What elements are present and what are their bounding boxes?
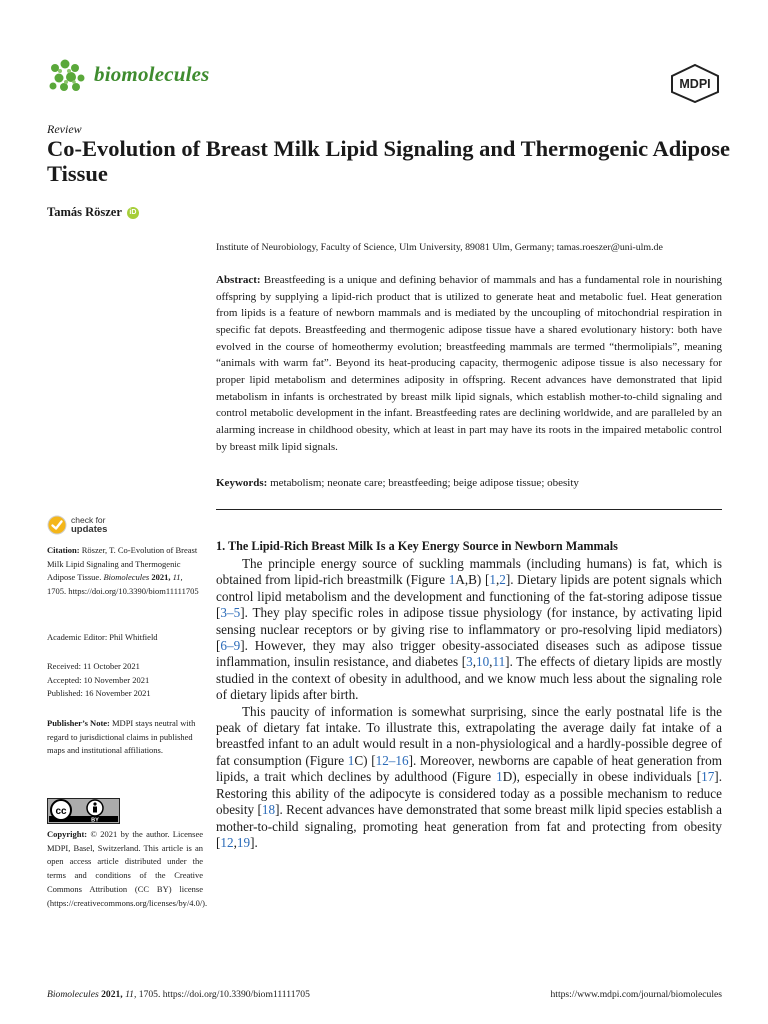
citation-ref[interactable]: 2 [499, 572, 506, 588]
citation-ref[interactable]: 3–5 [220, 605, 241, 621]
citation-ref[interactable]: 17 [701, 769, 715, 785]
citation-ref[interactable]: 19 [236, 834, 251, 850]
published-date: Published: 16 November 2021 [47, 688, 151, 699]
citation-ref[interactable]: 1 [489, 572, 496, 588]
publisher-note: Publisher’s Note: MDPI stays neutral with regard to jurisdictional claims in published maps and institutional affiliations. [47, 718, 196, 756]
figure-ref[interactable]: 1 [448, 572, 456, 588]
footer-doi-link[interactable]: 1705. https://doi.org/10.3390/biom11111705 [138, 989, 310, 1000]
accepted-date: Accepted: 10 November 2021 [47, 674, 150, 685]
received-date: Received: 11 October 2021 [47, 661, 140, 671]
citation-ref[interactable]: 18 [261, 802, 276, 818]
footer-citation: Biomolecules 2021, 11, 1705. https://doi.org/10.3390/biom11111705 [47, 989, 310, 1000]
svg-text:cc: cc [55, 806, 67, 817]
mdpi-logo-icon [667, 63, 723, 103]
paragraph-1: The principle energy source of suckling mammals (including humans) is fat, which is obtained from lipid-rich breastmilk (Figure 1A,B) [1,2]. Dietary lipids are potent signals which control lipid metabolism and the development and functioning of the fat-storing adipose tissue [3–5]. They play specific roles in adipose tissue physiology (for instance, by activating lipid sensing nuclear receptors or by giving rise to inflammatory or pro-resolving lipid mediators) [6–9]. However, they may also trigger obesity-associated diseases such as adipose tissue inflammation, insulin resistance, and diabetes [3,10,11]. The effects of dietary lipids are mostly studied in the context of obesity in adulthood, and we know much less about the signaling role of dietary lipids after birth. [216, 556, 723, 703]
check-updates-line2: updates [71, 524, 108, 535]
author [47, 205, 139, 220]
section-body [216, 556, 722, 851]
figure-ref[interactable]: 1 [496, 769, 503, 785]
publication-dates [47, 660, 203, 701]
section-divider [216, 509, 722, 510]
citation-ref[interactable]: 3 [466, 654, 473, 670]
figure-ref[interactable]: 1 [347, 752, 355, 768]
orcid-icon[interactable]: iD [127, 207, 139, 219]
abstract-label: Abstract: [216, 274, 261, 286]
check-mark-icon [47, 515, 67, 535]
article-type: Review [47, 122, 82, 136]
cc-by-text: BY [91, 817, 99, 824]
cc-by-license-icon[interactable] [47, 798, 120, 824]
abstract [216, 272, 722, 455]
publisher-name: MDPI [679, 77, 711, 91]
check-for-updates-button[interactable] [47, 515, 107, 535]
paragraph-2: This paucity of information is somewhat surprising, since the early postnatal life is the peak of dietary fat intake. To illustrate this, extrapolating the average daily fat intake of a breastfed infant to an adult would result in a non-physiological and a hardly-possible degree of fat consumption (Figure 1C) [12–16]. Moreover, newborns are capable of heat generation from lipids, a trait which declines by adulthood (Figure 1D), especially in obese individuals [17]. Restoring this ability of the adipocyte is considered today as a possible mechanism to reduce obesity [18]. Recent advances have demonstrated that some breast milk lipid species establish a mother-to-child signaling, promoting heat generation from fat and protecting from obesity [12,19]. [216, 703, 722, 850]
keywords-label: Keywords: [216, 477, 268, 489]
copyright: Copyright: © 2021 by the author. Licensee MDPI, Basel, Switzerland. This article is an open access article distributed under the terms and conditions of the Creative Commons Attribution (CC BY) license (https://creativecommons.org/licenses/by/4.0/). [47, 829, 208, 908]
journal-name: biomolecules [94, 62, 210, 86]
academic-editor: Academic Editor: Phil Whitfield [47, 632, 158, 642]
affiliation: Institute of Neurobiology, Faculty of Science, Ulm University, 89081 Ulm, Germany; tamas.roeszer@uni-ulm.de [216, 242, 663, 253]
keywords [216, 477, 722, 489]
citation-ref[interactable]: 10 [475, 654, 490, 670]
keywords-text: metabolism; neonate care; breastfeeding; beige adipose tissue; obesity [270, 477, 579, 489]
section-heading: 1. The Lipid-Rich Breast Milk Is a Key Energy Source in Newborn Mammals [216, 539, 618, 553]
article-title: Co-Evolution of Breast Milk Lipid Signaling and Thermogenic Adipose Tissue [47, 136, 731, 186]
citation-label: Citation: [47, 545, 80, 555]
citation-ref[interactable]: 12–16 [375, 752, 409, 768]
citation: Citation: Röszer, T. Co-Evolution of Breast Milk Lipid Signaling and Thermogenic Adipose Tissue. Biomolecules 2021, 11, 1705. https://doi.org/10.3390/biom11111705 [47, 545, 199, 597]
footer-journal-url[interactable]: https://www.mdpi.com/journal/biomolecules [550, 989, 722, 1000]
citation-ref[interactable]: 11 [492, 654, 506, 670]
citation-ref[interactable]: 6–9 [220, 638, 241, 654]
molecule-cluster-icon [47, 58, 87, 94]
author-name: Tamás Röszer [47, 205, 122, 219]
citation-ref[interactable]: 12 [220, 834, 234, 850]
check-updates-line1: check for [71, 515, 106, 525]
citation-doi[interactable]: 1705. https://doi.org/10.3390/biom11111705 [47, 586, 199, 597]
abstract-text: Breastfeeding is a unique and defining behavior of mammals and has a fundamental role in nourishing offspring by supplying a lipid-rich product that is utilized to generate heat and metabolic fuel. Heat generation from lipids is a feature of newborn mammals and is mediated by the uncoupling of mitochondrial respiration in specific fat depots. Breastfeeding and thermogenic adipose tissue have a shared evolutionary history: both have evolved in the course of homeothermy evolution; breastfeeding mammals are termed “thermolipials”, meaning “animals with warm fat”. Beyond its heat-producing capacity, thermogenic adipose tissue is also necessary for proper lipid metabolism and determines adiposity in offspring. Recent advances have demonstrated that lipid metabolism in infants is orchestrated by breast milk lipid signals, which establish mother-to-child signaling and control metabolic development in the infant. Breastfeeding rates are declining worldwide, and are paralleled by an alarming increase in childhood obesity, which at least in part may have its roots in the impaired metabolic control by breast milk lipid signals. [216, 274, 723, 453]
